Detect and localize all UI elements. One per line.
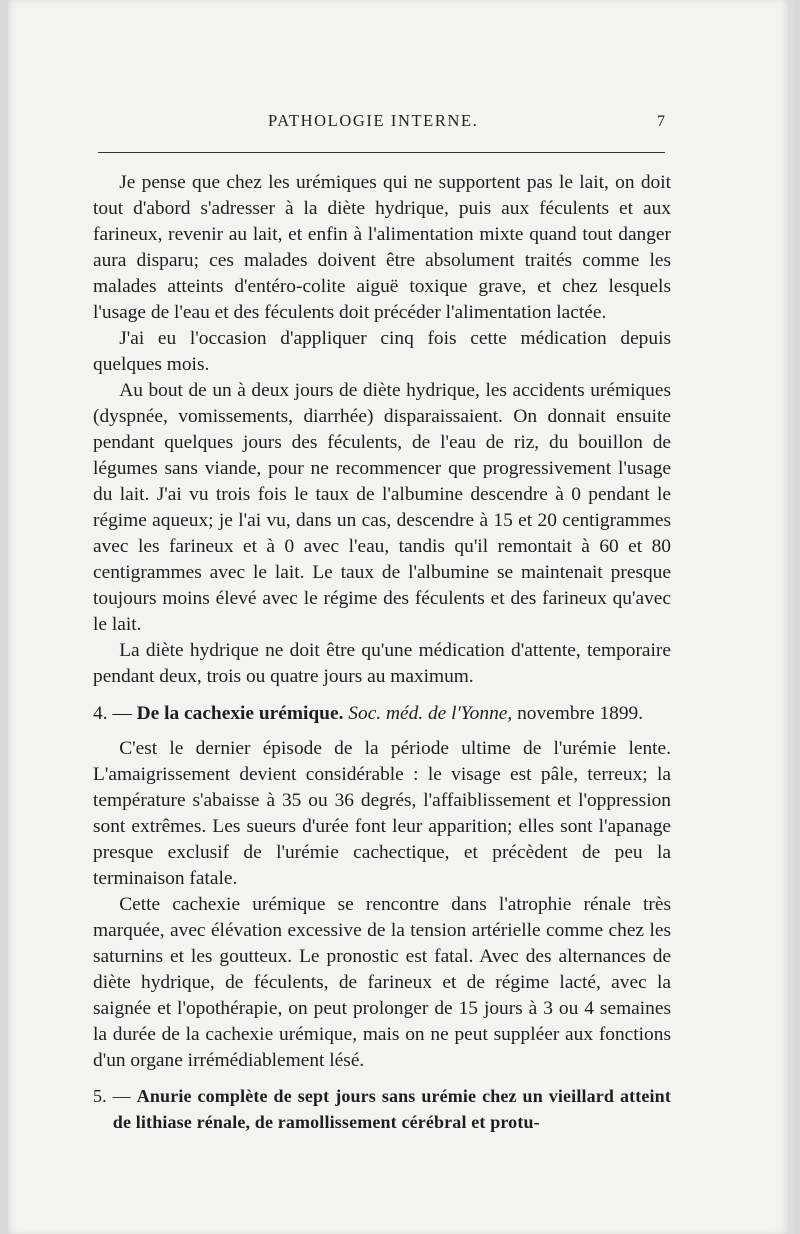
page-header [93,111,668,135]
page-number: 7 [657,113,665,130]
paragraph: Cette cachexie urémique se rencontre dans l'atrophie rénale très marquée, avec élévation excessive de la tension artérielle comme chez les saturnins et les goutteux. Le pronostic est fatal. Avec des alternances de diète hydrique, de féculents, de farineux et de régime lacté, avec la saignée et l'opothérapie, on peut prolonger de 15 jours à 3 ou 4 semaines la durée de la cachexie urémique, mais on ne peut suppléer aux fonctions d'un organe irrémédiablement lésé. [93,894,671,1071]
body-text [93,170,671,1144]
section-date: novembre 1899. [517,703,644,724]
section-title: Anurie complète de sept jours sans urémie chez un vieillard atteint de lithiase rénale, de ramollissement cérébral et protu- [112,1086,671,1132]
section-source: Soc. méd. de l'Yonne, [348,703,513,724]
book-page [8,0,794,1234]
paragraph: Je pense que chez les urémiques qui ne supportent pas le lait, on doit tout d'abord s'adresser à la diète hydrique, puis aux féculents et aux farineux, revenir au lait, et enfin à l'alimentation mixte quand tout danger aura disparu; ces malades doivent être absolument traités comme les malades atteints d'entéro-colite aiguë toxique grave, et chez lesquels l'usage de l'eau et des féculents doit précéder l'alimentation lactée. [93,172,671,323]
section-number: 5. — [93,1086,131,1106]
running-title: PATHOLOGIE INTERNE. [268,111,479,130]
paragraph: La diète hydrique ne doit être qu'une médication d'attente, temporaire pendant deux, trois ou quatre jours au maximum. [93,640,671,687]
header-rule [98,152,665,153]
section-title: De la cachexie urémique. [136,703,344,724]
paragraph: Au bout de un à deux jours de diète hydrique, les accidents urémiques (dyspnée, vomissements, diarrhée) disparaissaient. On donnait ensuite pendant quelques jours des féculents, de l'eau de riz, du bouillon de légumes sans viande, pour ne recommencer que progressivement l'usage du lait. J'ai vu trois fois le taux de l'albumine descendre à 0 pendant le régime aqueux; je l'ai vu, dans un cas, descendre à 15 et 20 centigrammes avec les farineux et à 0 avec l'eau, tandis qu'il remontait à 60 et 80 centigrammes avec le lait. Le taux de l'albumine se maintenait presque toujours moins élevé avec le régime des féculents et des farineux qu'avec le lait. [93,380,671,635]
paragraph: C'est le dernier épisode de la période ultime de l'urémie lente. L'amaigrissement devient considérable : le visage est pâle, terreux; la température s'abaisse à 35 ou 36 degrés, l'affaiblissement et l'oppression sont extrêmes. Les sueurs d'urée font leur apparition; elles sont l'apanage presque exclusif de l'urémie cachectique, et précèdent de peu la terminaison fatale. [93,738,671,889]
section-number: 4. — [93,703,132,724]
section-heading-5 [93,1083,671,1135]
paragraph: J'ai eu l'occasion d'appliquer cinq fois cette médication depuis quelques mois. [93,328,671,375]
page-edge-shadow [788,0,794,1234]
section-heading-4 [93,701,671,727]
